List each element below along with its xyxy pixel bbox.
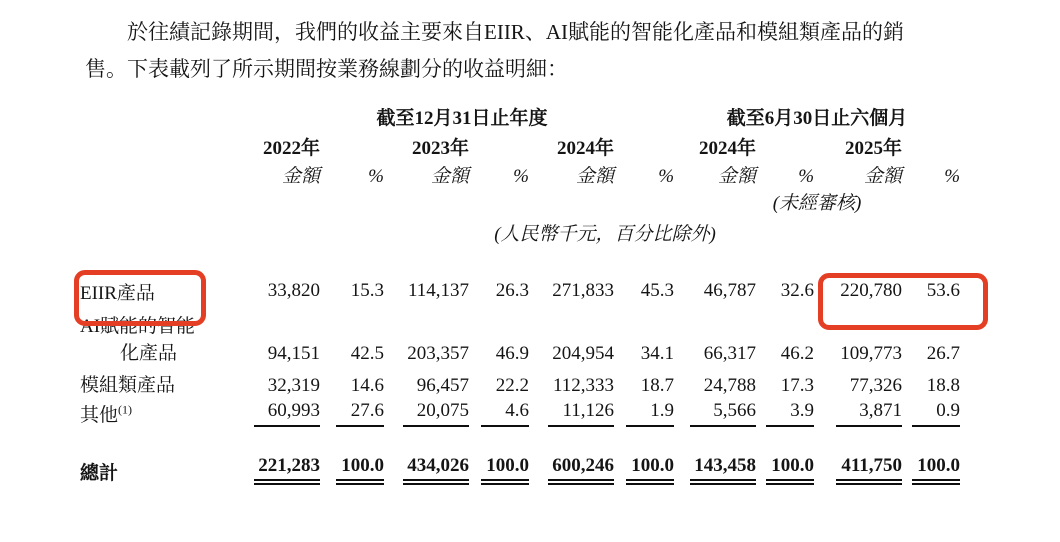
percent-cell: 26.3 [495,280,529,301]
row-label-text: 其他 [80,405,119,426]
percent-cell [756,397,814,427]
percent-header: % [944,166,961,187]
unaudited-note-row [80,188,960,215]
percent-cell: 15.3 [350,280,384,301]
intro-line-2: 售。下表載列了所示期間按業務線劃分的收益明細： [85,57,568,81]
amount-cell: 203,357 [407,343,469,364]
percent-cell [902,397,960,427]
amount-cell: 46,787 [703,280,757,301]
amount-cell [250,451,320,485]
percent-value: 4.6 [481,400,529,427]
row-label-others [80,397,250,427]
percent-cell: 18.8 [926,375,961,396]
revenue-by-business-line-table [80,100,960,485]
year-header-row [80,130,960,160]
amount-cell [384,451,469,485]
amount-header: 金額 [281,166,320,187]
row-label-ai-products [80,311,250,369]
percent-value: 27.6 [336,400,384,427]
amount-header: 金額 [430,166,469,187]
percent-value: 1.9 [626,400,674,427]
amount-value: 411,750 [836,455,902,485]
amount-cell: 66,317 [703,343,757,364]
unit-note: (人民幣千元，百分比除外) [494,223,716,245]
amount-cell: 77,326 [849,375,903,396]
unit-note-row [80,215,960,249]
amount-cell: 32,319 [267,375,320,396]
amount-cell [814,451,902,485]
year-header-2022: 2022年 [262,138,320,159]
annual-period-header: 截至12月31日止年度 [376,108,548,129]
interim-period-header: 截至6月30日止六個月 [726,108,908,129]
percent-value: 100.0 [766,455,814,485]
amount-cell: 220,780 [840,280,903,301]
table-row-eiir [80,271,960,311]
amount-cell [250,397,320,427]
percent-cell [614,451,674,485]
percent-value: 100.0 [481,455,529,485]
intro-line-1: 於往績記錄期間，我們的收益主要來自EIIR、AI賦能的智能化產品和模組類產品的銷 [127,20,904,44]
amount-header: 金額 [575,166,614,187]
table-row-ai-products [80,311,960,369]
percent-value: 0.9 [912,400,960,427]
footnote-marker: (1) [118,402,133,417]
percent-cell: 32.6 [780,280,815,301]
percent-value: 100.0 [626,455,674,485]
amount-value: 600,246 [548,455,614,485]
amount-cell [384,397,469,427]
amount-cell [674,397,756,427]
amount-cell [529,397,614,427]
percent-cell [756,451,814,485]
percent-cell: 42.5 [350,343,384,364]
percent-cell: 18.7 [640,375,675,396]
amount-cell: 114,137 [407,280,469,301]
amount-cell: 112,333 [552,375,614,396]
percent-cell: 26.7 [926,343,961,364]
year-header-2024-interim: 2024年 [699,138,757,159]
amount-header: 金額 [864,166,903,187]
percent-cell [469,397,529,427]
percent-cell: 53.6 [926,280,961,301]
amount-percent-header-row [80,160,960,188]
amount-value: 3,871 [836,400,902,427]
percent-cell: 22.2 [495,375,529,396]
amount-value: 143,458 [690,455,756,485]
percent-header: % [658,166,675,187]
amount-cell [529,451,614,485]
row-label-module-products: 模組類產品 [80,375,176,396]
percent-cell: 17.3 [780,375,815,396]
percent-cell: 34.1 [640,343,675,364]
amount-header: 金額 [718,166,757,187]
percent-value: 100.0 [336,455,384,485]
percent-cell [469,451,529,485]
document-page [0,14,1060,485]
row-label-line-1: AI賦能的智能 [80,316,196,337]
unaudited-note: (未經審核) [772,193,862,214]
year-header-2023: 2023年 [411,138,469,159]
amount-value: 221,283 [254,455,320,485]
percent-cell: 14.6 [350,375,384,396]
year-header-2025-interim: 2025年 [845,138,903,159]
percent-cell [614,397,674,427]
table-row-total [80,451,960,485]
percent-cell: 45.3 [640,280,675,301]
amount-cell: 96,457 [416,375,469,396]
row-label-line-2: 化產品 [120,343,178,364]
amount-cell [814,397,902,427]
amount-value: 5,566 [690,400,756,427]
amount-cell: 204,954 [552,343,614,364]
amount-value: 20,075 [403,400,469,427]
percent-cell: 46.9 [495,343,529,364]
amount-cell: 109,773 [840,343,903,364]
row-label-total: 總計 [80,463,119,484]
amount-value: 434,026 [403,455,469,485]
percent-cell [902,451,960,485]
row-label-eiir: EIIR產品 [80,282,155,304]
percent-value: 3.9 [766,400,814,427]
amount-value: 60,993 [254,400,320,427]
table-row-others [80,397,960,427]
amount-cell: 33,820 [267,280,320,301]
percent-header: % [513,166,529,187]
percent-cell: 46.2 [780,343,815,364]
percent-value: 100.0 [912,455,960,485]
amount-value: 11,126 [548,400,614,427]
intro-paragraph [85,14,990,88]
amount-cell [674,451,756,485]
amount-cell: 24,788 [703,375,757,396]
amount-cell: 94,151 [267,343,320,364]
percent-cell [320,397,384,427]
percent-cell [320,451,384,485]
percent-header: % [368,166,384,187]
year-header-2024: 2024年 [556,138,614,159]
period-group-header-row [80,100,960,130]
amount-cell: 271,833 [552,280,614,301]
percent-header: % [798,166,815,187]
table-row-module-products [80,369,960,397]
